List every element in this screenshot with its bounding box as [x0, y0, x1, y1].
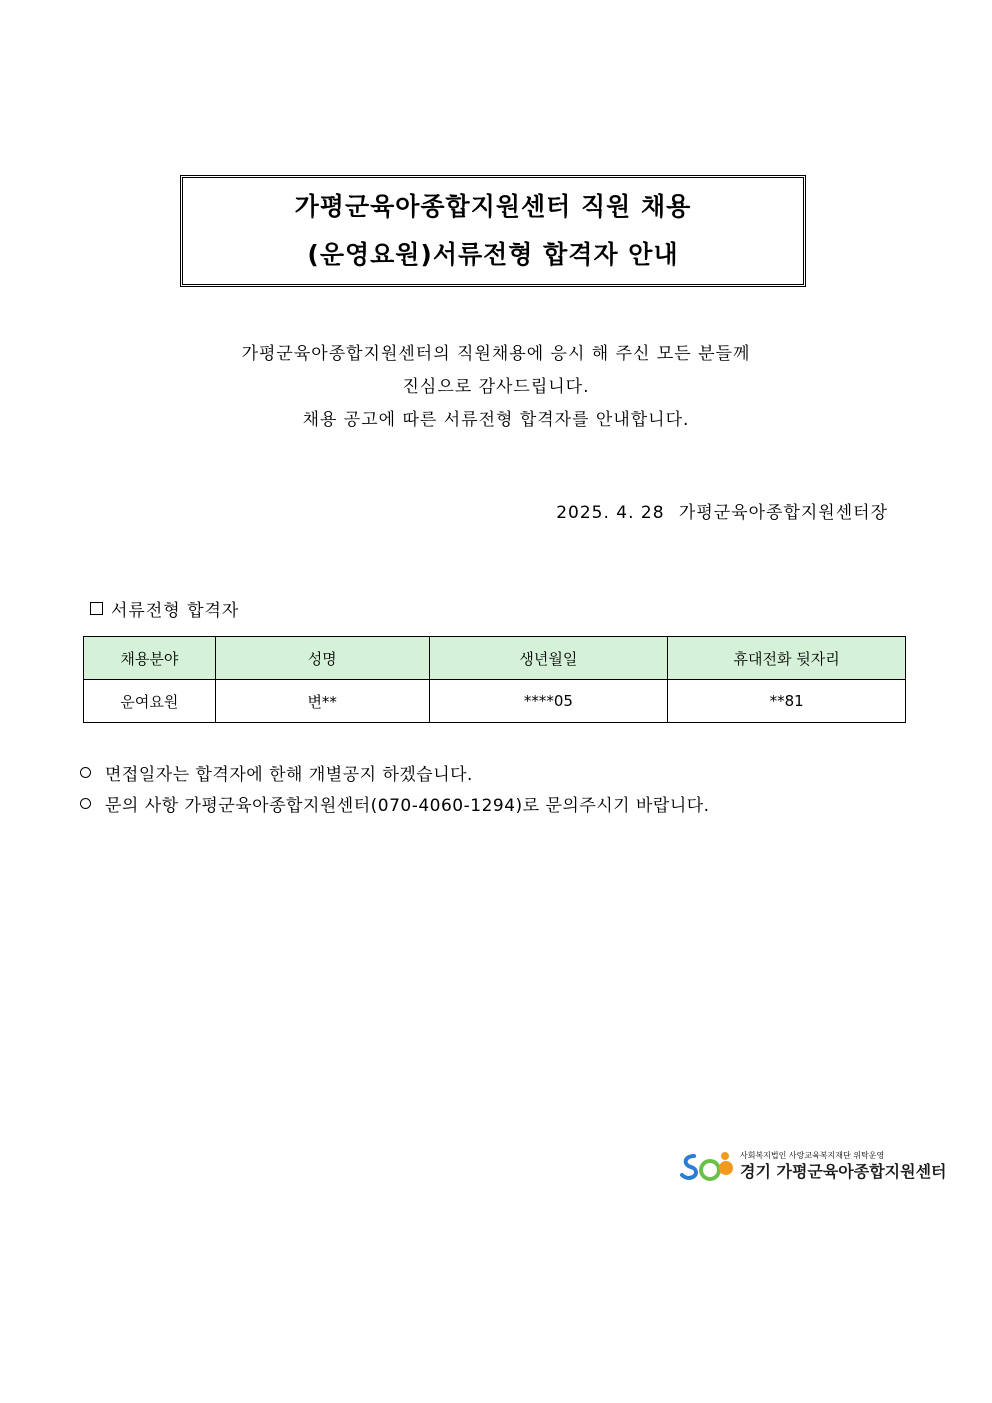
- checkbox-icon: [90, 602, 103, 615]
- title-line-2: (운영요원)서류전형 합격자 안내: [307, 240, 679, 269]
- title-box: [180, 175, 806, 287]
- header-birthdate: 생년월일: [429, 637, 668, 680]
- circle-bullet-icon: [80, 798, 91, 809]
- table-row: [84, 680, 906, 723]
- note-text: 문의 사항 가평군육아종합지원센터(070-4060-1294)로 문의주시기 바랍니다.: [105, 796, 710, 816]
- cell-birthdate: ****05: [429, 680, 668, 723]
- intro-line-1: 가평군육아종합지원센터의 직원채용에 응시 해 주신 모든 분들께: [241, 344, 751, 364]
- section-heading: [90, 596, 239, 621]
- note-item: [80, 757, 710, 788]
- signature-line: [556, 498, 888, 523]
- header-phone: 휴대전화 뒷자리: [668, 637, 906, 680]
- intro-paragraph: [0, 338, 992, 437]
- intro-line-2: 진심으로 감사드립니다.: [402, 377, 590, 397]
- cell-field: 운여요원: [84, 680, 216, 723]
- organization-logo: [680, 1148, 947, 1184]
- section-heading-label: 서류전형 합격자: [111, 601, 240, 621]
- cell-name: 변**: [215, 680, 429, 723]
- notes-list: [80, 757, 710, 819]
- signature-date: 2025. 4. 28: [556, 503, 665, 523]
- title-line-1: 가평군육아종합지원센터 직원 채용: [294, 192, 692, 221]
- table-header-row: [84, 637, 906, 680]
- result-table: [83, 636, 906, 723]
- circle-bullet-icon: [80, 767, 91, 778]
- cell-phone: **81: [668, 680, 906, 723]
- logo-subtitle: 사회복지법인 사랑교육복지재단 위탁운영: [740, 1151, 885, 1160]
- signature-issuer: 가평군육아종합지원센터장: [678, 503, 888, 523]
- logo-text: [740, 1150, 947, 1182]
- note-item: [80, 788, 710, 819]
- logo-name: 경기 가평군육아종합지원센터: [740, 1162, 947, 1181]
- note-text: 면접일자는 합격자에 한해 개별공지 하겠습니다.: [105, 765, 473, 785]
- logo-mark-icon: [680, 1148, 736, 1184]
- header-field: 채용분야: [84, 637, 216, 680]
- intro-line-3: 채용 공고에 따른 서류전형 합격자를 안내합니다.: [302, 410, 690, 430]
- header-name: 성명: [215, 637, 429, 680]
